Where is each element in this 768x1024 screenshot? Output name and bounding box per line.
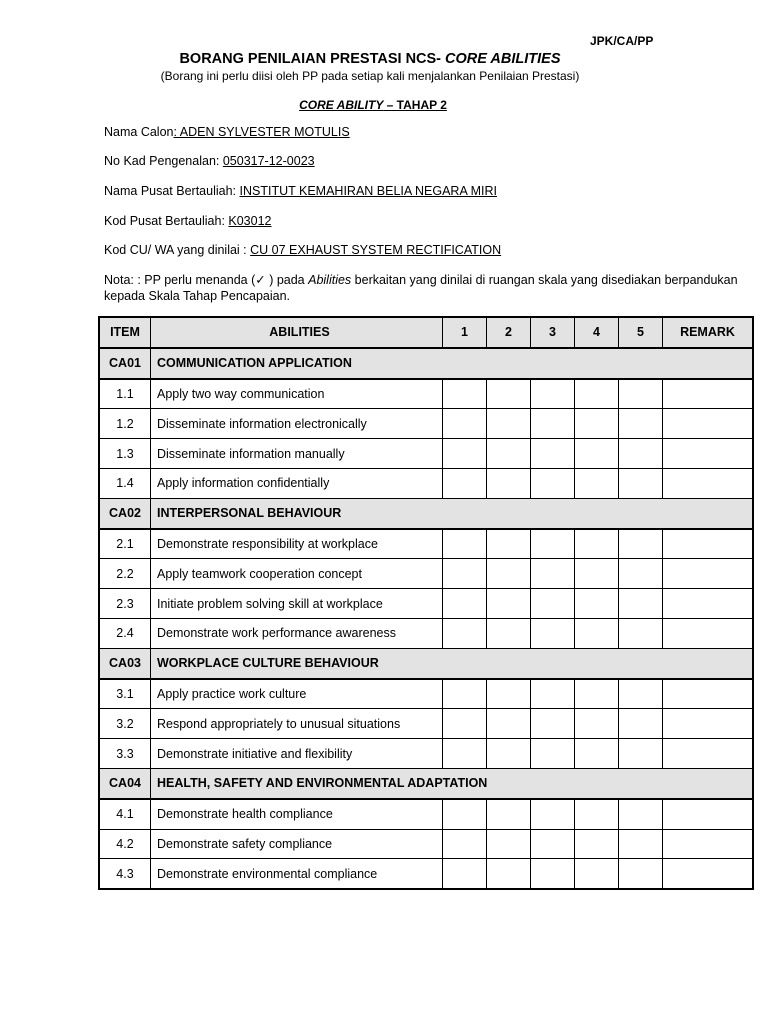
scale-1-cell[interactable]	[443, 468, 487, 498]
category-row	[99, 498, 753, 528]
field-candidate-name	[104, 125, 350, 139]
item-number: 4.3	[99, 859, 151, 889]
remark-cell[interactable]	[663, 529, 754, 559]
category-name: INTERPERSONAL BEHAVIOUR	[151, 498, 754, 528]
scale-3-cell[interactable]	[531, 829, 575, 859]
ability-text: Apply teamwork cooperation concept	[151, 559, 443, 589]
item-number: 1.1	[99, 379, 151, 409]
scale-2-cell[interactable]	[487, 529, 531, 559]
remark-cell[interactable]	[663, 679, 754, 709]
scale-5-cell[interactable]	[619, 409, 663, 439]
scale-1-cell[interactable]	[443, 409, 487, 439]
form-title	[0, 51, 740, 67]
scale-5-cell[interactable]	[619, 468, 663, 498]
field-ic-number	[104, 154, 315, 168]
scale-2-cell[interactable]	[487, 618, 531, 648]
scale-5-cell[interactable]	[619, 829, 663, 859]
level-italic: CORE ABILITY	[299, 98, 384, 112]
header-item: ITEM	[99, 317, 151, 348]
category-code: CA02	[99, 498, 151, 528]
scale-4-cell[interactable]	[575, 379, 619, 409]
scale-4-cell[interactable]	[575, 859, 619, 889]
scale-5-cell[interactable]	[619, 859, 663, 889]
scale-5-cell[interactable]	[619, 379, 663, 409]
scale-3-cell[interactable]	[531, 589, 575, 619]
table-row	[99, 799, 753, 829]
header-remark: REMARK	[663, 317, 754, 348]
header-scale-4: 4	[575, 317, 619, 348]
ability-text: Demonstrate environmental compliance	[151, 859, 443, 889]
scale-5-cell[interactable]	[619, 679, 663, 709]
scale-2-cell[interactable]	[487, 799, 531, 829]
scale-2-cell[interactable]	[487, 439, 531, 469]
scale-4-cell[interactable]	[575, 409, 619, 439]
ability-text: Demonstrate health compliance	[151, 799, 443, 829]
ability-text: Demonstrate responsibility at workplace	[151, 529, 443, 559]
table-row	[99, 829, 753, 859]
scale-5-cell[interactable]	[619, 618, 663, 648]
category-code: CA01	[99, 348, 151, 379]
form-subtitle: (Borang ini perlu diisi oleh PP pada setiap kali menjalankan Penilaian Prestasi)	[160, 69, 580, 83]
scale-1-cell[interactable]	[443, 618, 487, 648]
scale-1-cell[interactable]	[443, 859, 487, 889]
scale-5-cell[interactable]	[619, 439, 663, 469]
header-scale-2: 2	[487, 317, 531, 348]
remark-cell[interactable]	[663, 559, 754, 589]
ability-text: Disseminate information manually	[151, 439, 443, 469]
category-row	[99, 768, 753, 798]
scale-1-cell[interactable]	[443, 379, 487, 409]
scale-3-cell[interactable]	[531, 618, 575, 648]
scale-4-cell[interactable]	[575, 529, 619, 559]
scale-1-cell[interactable]	[443, 679, 487, 709]
note-part2: berkaitan yang dinilai di ruangan skala yang disediakan berpandukan kepada Skala Tahap Pencapaian.	[104, 273, 738, 303]
header-scale-1: 1	[443, 317, 487, 348]
table-row	[99, 468, 753, 498]
item-number: 3.3	[99, 739, 151, 769]
form-reference-code: JPK/CA/PP	[590, 34, 654, 48]
scale-4-cell[interactable]	[575, 468, 619, 498]
table-row	[99, 589, 753, 619]
abilities-table	[98, 316, 754, 890]
table-row	[99, 559, 753, 589]
category-name: COMMUNICATION APPLICATION	[151, 348, 754, 379]
category-name: HEALTH, SAFETY AND ENVIRONMENTAL ADAPTATION	[151, 768, 754, 798]
scale-5-cell[interactable]	[619, 589, 663, 619]
scale-4-cell[interactable]	[575, 799, 619, 829]
scale-4-cell[interactable]	[575, 739, 619, 769]
scale-3-cell[interactable]	[531, 468, 575, 498]
remark-cell[interactable]	[663, 739, 754, 769]
form-title-italic: CORE ABILITIES	[445, 51, 561, 67]
scale-4-cell[interactable]	[575, 559, 619, 589]
header-scale-3: 3	[531, 317, 575, 348]
ability-text: Apply information confidentially	[151, 468, 443, 498]
table-row	[99, 739, 753, 769]
ability-text: Demonstrate initiative and flexibility	[151, 739, 443, 769]
remark-cell[interactable]	[663, 379, 754, 409]
table-row	[99, 439, 753, 469]
item-number: 1.2	[99, 409, 151, 439]
item-number: 2.3	[99, 589, 151, 619]
table-row	[99, 379, 753, 409]
scale-4-cell[interactable]	[575, 589, 619, 619]
remark-cell[interactable]	[663, 439, 754, 469]
scale-2-cell[interactable]	[487, 409, 531, 439]
field-centre-code	[104, 214, 272, 228]
scale-2-cell[interactable]	[487, 709, 531, 739]
scale-2-cell[interactable]	[487, 679, 531, 709]
remark-cell[interactable]	[663, 709, 754, 739]
item-number: 3.2	[99, 709, 151, 739]
ability-text: Apply two way communication	[151, 379, 443, 409]
scale-3-cell[interactable]	[531, 799, 575, 829]
scale-3-cell[interactable]	[531, 709, 575, 739]
item-number: 4.2	[99, 829, 151, 859]
field-label: Kod Pusat Bertauliah:	[104, 214, 229, 228]
scale-3-cell[interactable]	[531, 409, 575, 439]
table-row	[99, 859, 753, 889]
scale-3-cell[interactable]	[531, 679, 575, 709]
field-value: INSTITUT KEMAHIRAN BELIA NEGARA MIRI	[239, 184, 497, 198]
scale-1-cell[interactable]	[443, 739, 487, 769]
table-header-row	[99, 317, 753, 348]
field-cu-code	[104, 243, 501, 257]
field-value: 050317-12-0023	[222, 154, 315, 168]
remark-cell[interactable]	[663, 409, 754, 439]
scale-3-cell[interactable]	[531, 739, 575, 769]
scale-2-cell[interactable]	[487, 829, 531, 859]
scale-5-cell[interactable]	[619, 709, 663, 739]
ability-text: Disseminate information electronically	[151, 409, 443, 439]
scale-1-cell[interactable]	[443, 559, 487, 589]
table-row	[99, 679, 753, 709]
scale-5-cell[interactable]	[619, 529, 663, 559]
remark-cell[interactable]	[663, 859, 754, 889]
scale-1-cell[interactable]	[443, 829, 487, 859]
note-italic: Abilities	[308, 273, 352, 287]
header-abilities: ABILITIES	[151, 317, 443, 348]
item-number: 4.1	[99, 799, 151, 829]
scale-2-cell[interactable]	[487, 468, 531, 498]
field-label: Nama Pusat Bertauliah:	[104, 184, 240, 198]
scale-5-cell[interactable]	[619, 739, 663, 769]
remark-cell[interactable]	[663, 618, 754, 648]
table-row	[99, 709, 753, 739]
scale-3-cell[interactable]	[531, 559, 575, 589]
scale-1-cell[interactable]	[443, 709, 487, 739]
remark-cell[interactable]	[663, 799, 754, 829]
header-scale-5: 5	[619, 317, 663, 348]
field-label: Kod CU/ WA yang dinilai :	[104, 243, 251, 257]
instruction-note	[104, 272, 754, 304]
scale-1-cell[interactable]	[443, 439, 487, 469]
scale-2-cell[interactable]	[487, 379, 531, 409]
field-label: No Kad Pengenalan:	[104, 154, 223, 168]
item-number: 1.4	[99, 468, 151, 498]
category-code: CA03	[99, 648, 151, 678]
item-number: 2.1	[99, 529, 151, 559]
scale-3-cell[interactable]	[531, 529, 575, 559]
scale-3-cell[interactable]	[531, 439, 575, 469]
table-row	[99, 618, 753, 648]
item-number: 1.3	[99, 439, 151, 469]
category-row	[99, 648, 753, 678]
scale-1-cell[interactable]	[443, 799, 487, 829]
table-row	[99, 409, 753, 439]
scale-3-cell[interactable]	[531, 859, 575, 889]
scale-2-cell[interactable]	[487, 859, 531, 889]
field-value: : ADEN SYLVESTER MOTULIS	[173, 125, 350, 139]
remark-cell[interactable]	[663, 468, 754, 498]
scale-1-cell[interactable]	[443, 589, 487, 619]
scale-5-cell[interactable]	[619, 799, 663, 829]
ability-text: Apply practice work culture	[151, 679, 443, 709]
scale-2-cell[interactable]	[487, 589, 531, 619]
scale-5-cell[interactable]	[619, 559, 663, 589]
core-ability-level	[0, 98, 746, 112]
form-title-main: BORANG PENILAIAN PRESTASI NCS-	[179, 51, 446, 67]
ability-text: Demonstrate work performance awareness	[151, 618, 443, 648]
scale-2-cell[interactable]	[487, 739, 531, 769]
item-number: 3.1	[99, 679, 151, 709]
remark-cell[interactable]	[663, 829, 754, 859]
category-row	[99, 348, 753, 379]
scale-3-cell[interactable]	[531, 379, 575, 409]
scale-2-cell[interactable]	[487, 559, 531, 589]
item-number: 2.2	[99, 559, 151, 589]
item-number: 2.4	[99, 618, 151, 648]
scale-4-cell[interactable]	[575, 439, 619, 469]
field-label: Nama Calon	[104, 125, 174, 139]
scale-4-cell[interactable]	[575, 618, 619, 648]
category-code: CA04	[99, 768, 151, 798]
ability-text: Respond appropriately to unusual situations	[151, 709, 443, 739]
level-rest: – TAHAP 2	[383, 98, 447, 112]
ability-text: Demonstrate safety compliance	[151, 829, 443, 859]
scale-4-cell[interactable]	[575, 679, 619, 709]
table-row	[99, 529, 753, 559]
table-body	[99, 348, 753, 889]
remark-cell[interactable]	[663, 589, 754, 619]
scale-4-cell[interactable]	[575, 709, 619, 739]
scale-4-cell[interactable]	[575, 829, 619, 859]
note-part1: Nota: : PP perlu menanda (✓ ) pada	[104, 273, 309, 287]
field-accredited-centre	[104, 184, 497, 198]
category-name: WORKPLACE CULTURE BEHAVIOUR	[151, 648, 754, 678]
field-value: CU 07 EXHAUST SYSTEM RECTIFICATION	[250, 243, 502, 257]
ability-text: Initiate problem solving skill at workplace	[151, 589, 443, 619]
scale-1-cell[interactable]	[443, 529, 487, 559]
field-value: K03012	[228, 214, 272, 228]
